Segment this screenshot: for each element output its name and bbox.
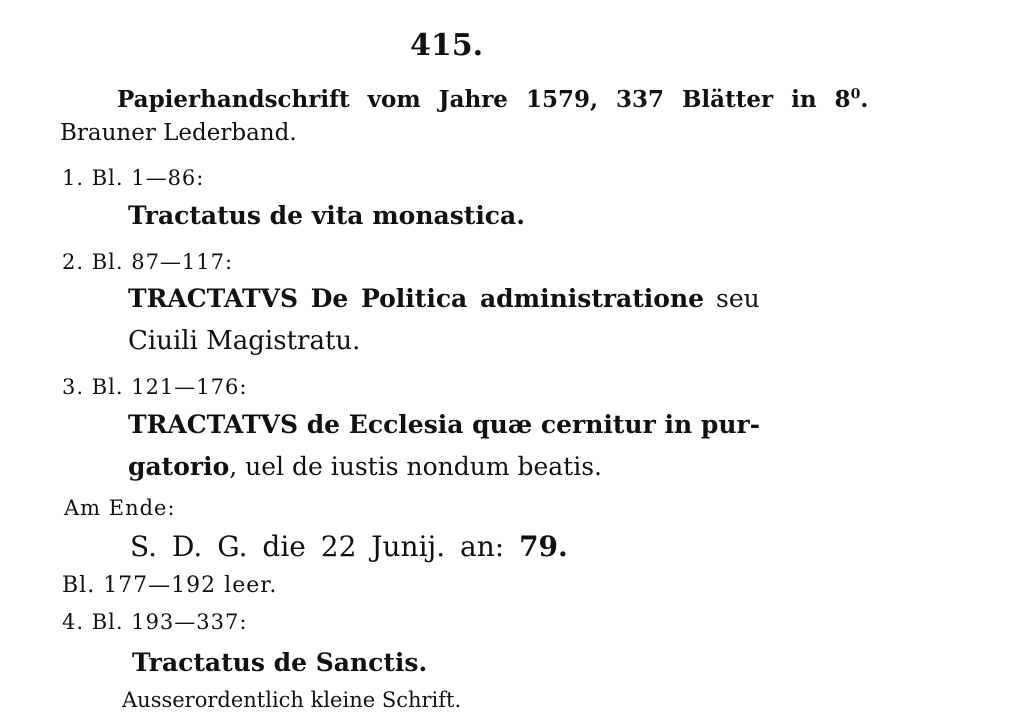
description-text: Papierhandschrift vom Jahre 1579, 337 Blätter in 8 <box>117 86 851 113</box>
item-2-title-bold: TRACTATVS De Politica administratione <box>128 284 705 313</box>
item-2-title-cont: Ciuili Magistratu. <box>128 326 361 356</box>
item-4-note: Ausserordentlich kleine Schrift. <box>122 688 462 712</box>
item-4-title: Tractatus de Sanctis. <box>132 648 428 677</box>
am-ende-label: Am Ende: <box>64 496 176 520</box>
manuscript-description <box>117 86 868 113</box>
item-3-title-bold: gatorio <box>128 452 230 481</box>
format-superscript: 0 <box>850 86 861 103</box>
item-3-title: TRACTATVS de Ecclesia quæ cernitur in pur- <box>128 410 761 439</box>
blank-leaves-note: Bl. 177—192 leer. <box>62 573 278 598</box>
description-end: . <box>860 86 869 113</box>
binding-description: Brauner Lederband. <box>60 120 297 146</box>
item-4-ref: 4. Bl. 193—337: <box>62 610 248 634</box>
colophon-year: 79. <box>519 530 568 563</box>
item-2-title-plain: seu <box>704 284 760 313</box>
page-number: 415. <box>410 28 484 63</box>
colophon <box>130 530 568 563</box>
item-3-title-cont <box>128 452 602 481</box>
item-1-ref: 1. Bl. 1—86: <box>62 166 205 190</box>
item-2-ref: 2. Bl. 87—117: <box>62 250 234 274</box>
item-1-title: Tractatus de vita monastica. <box>128 201 525 230</box>
item-3-title-plain: , uel de iustis nondum beatis. <box>229 452 603 481</box>
colophon-text: S. D. G. die 22 Junij. an: <box>130 530 520 563</box>
item-2-title <box>128 284 760 313</box>
item-3-ref: 3. Bl. 121—176: <box>62 375 248 399</box>
